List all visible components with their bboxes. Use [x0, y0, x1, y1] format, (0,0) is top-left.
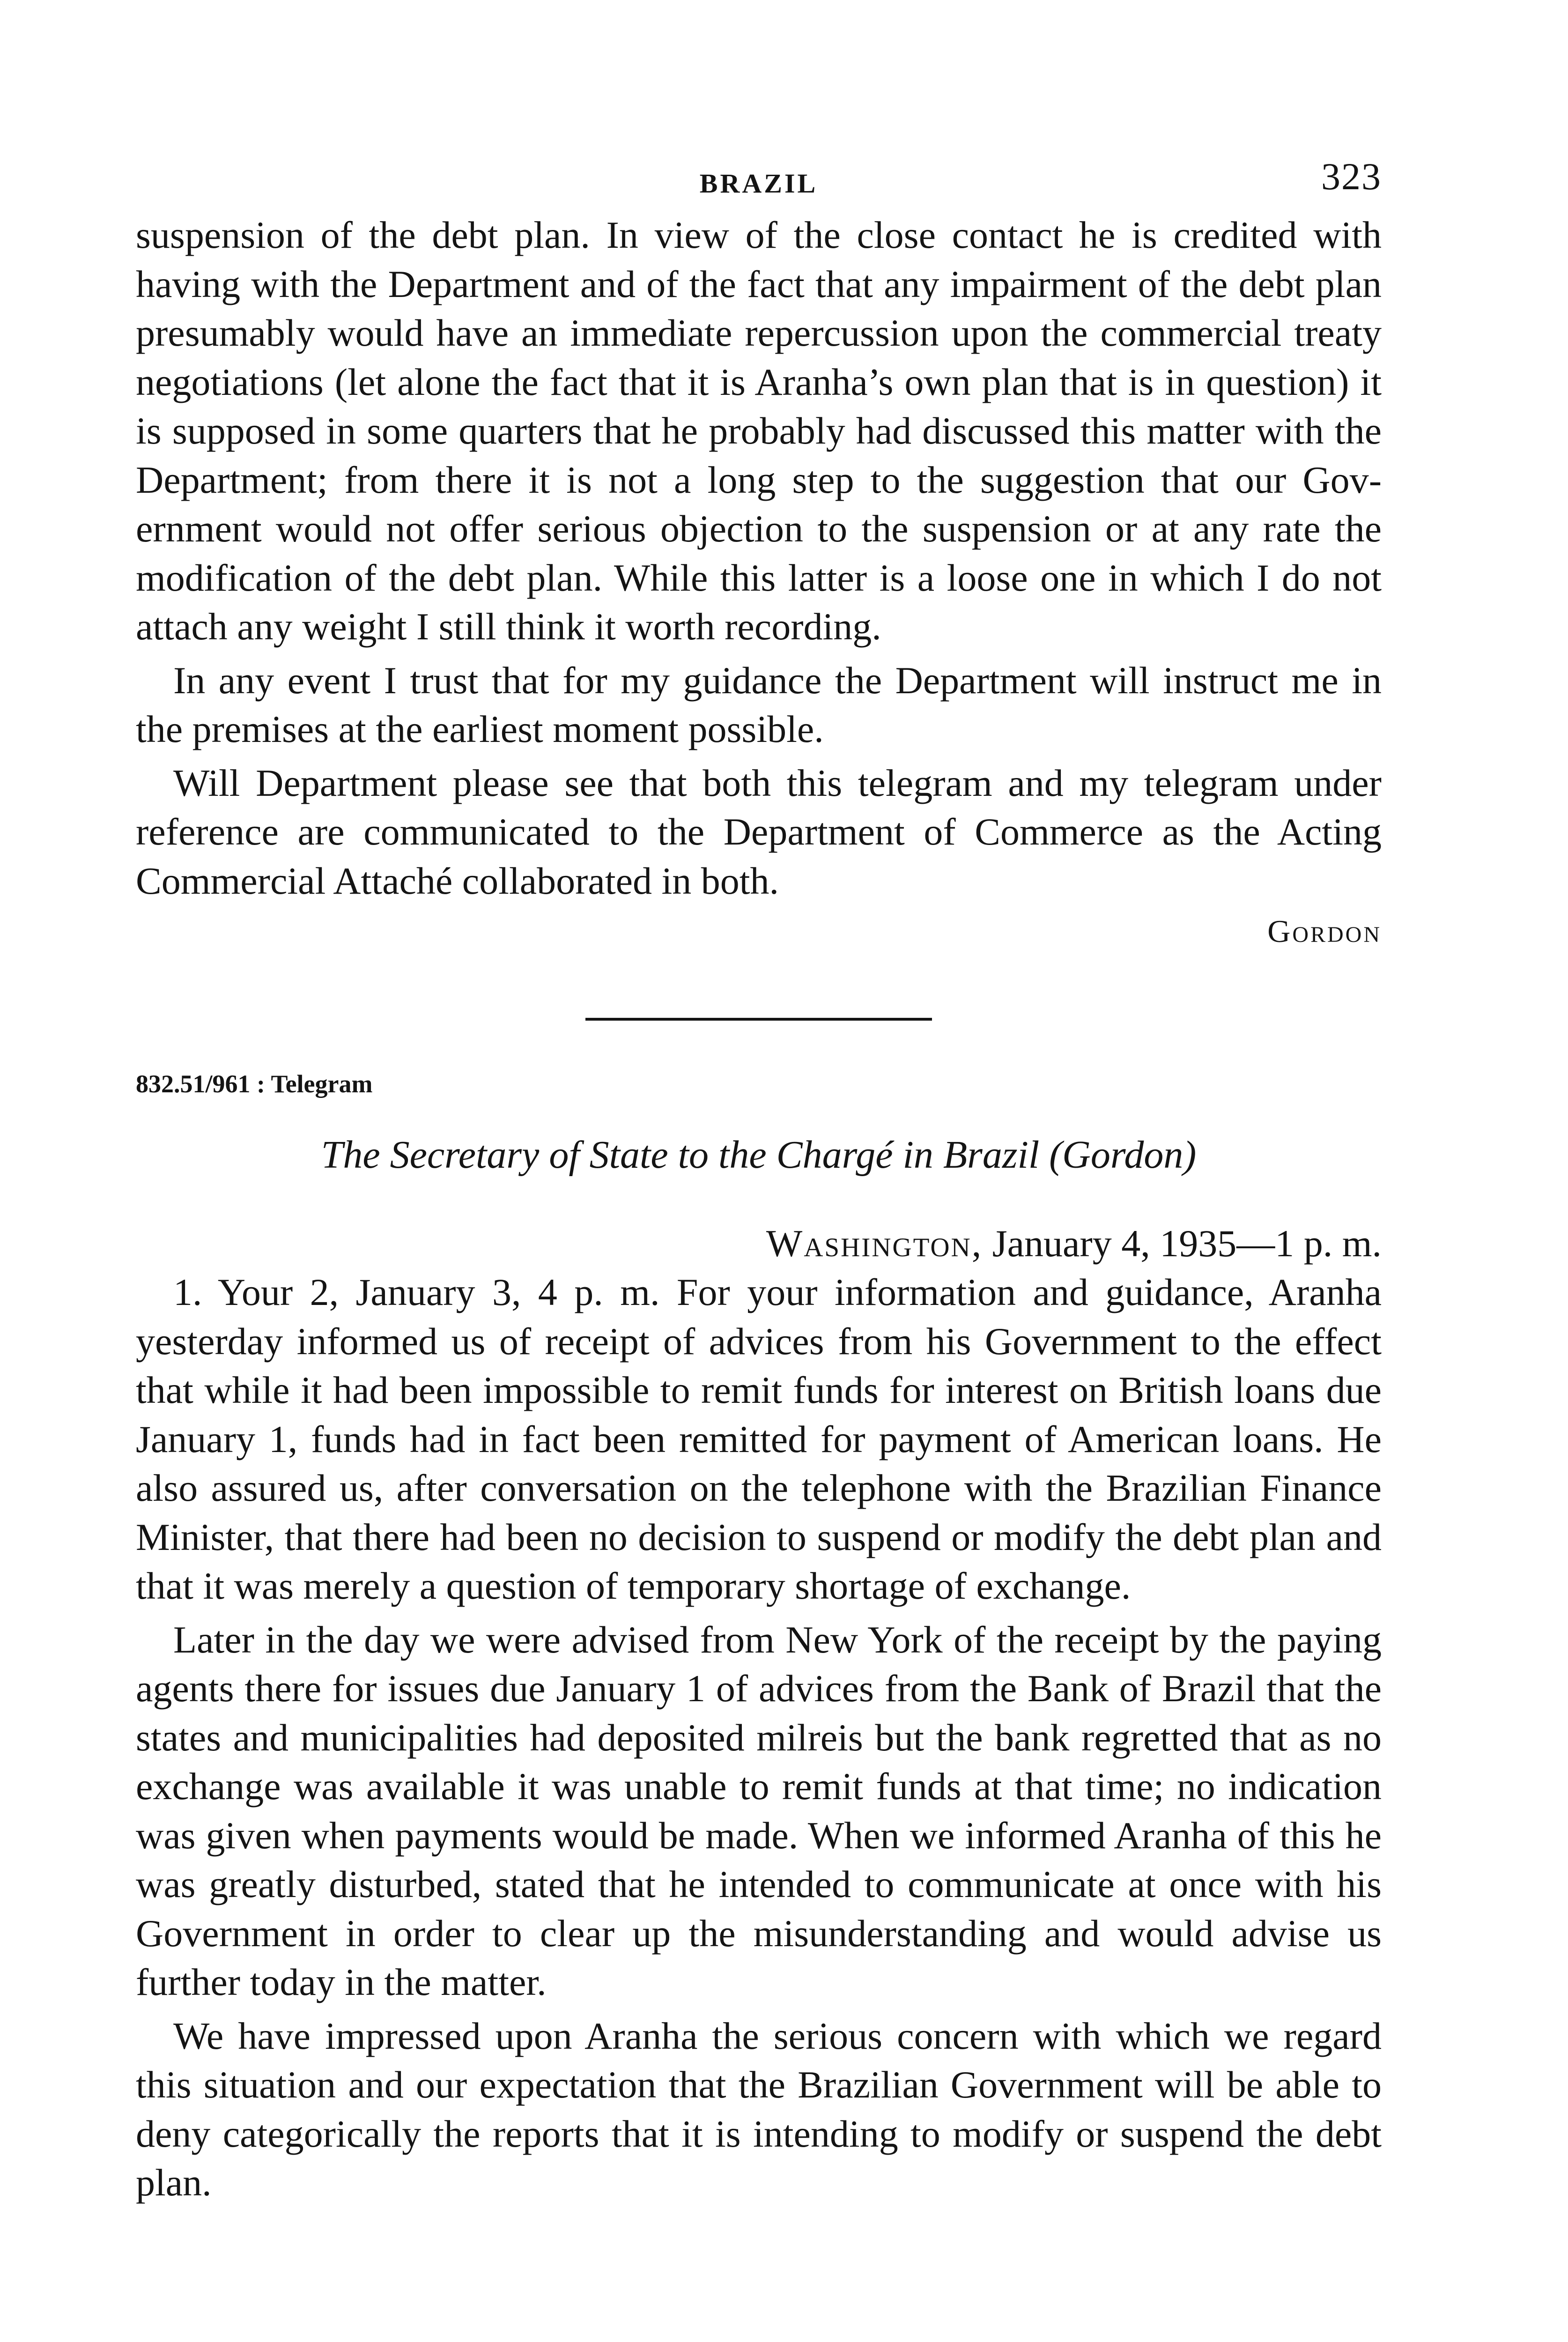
body-paragraph: In any event I trust that for my guidance the Department will instruct me in the premises at the earliest moment possible.: [136, 659, 1382, 750]
running-title: BRAZIL: [699, 168, 818, 199]
dateline: [136, 1219, 1382, 1268]
file-reference: 832.51/961 : Telegram: [136, 1070, 373, 1098]
document-page: [136, 155, 1382, 2208]
dateline-place: Washington,: [766, 1222, 983, 1265]
running-head: [136, 155, 1382, 211]
document-title: The Secretary of State to the Chargé in Brazil (Gordon): [321, 1133, 1197, 1177]
continued-paragraph: suspension of the debt plan. In view of the close contact he is credited with having with the Department and of the fact that any impairment of the debt plan presumably would have an immediate repercussion upon the commercial treaty negotiations (let alone the fact that it is Aranha’s own plan that is in question) it is supposed in some quarters that he probably had discussed this matter with the Department; from there it is not a long step to the suggestion that our Government would not offer serious objection to the suspension or at any rate the modification of the debt plan. While this latter is a loose one in which I do not attach any weight I still think it worth recording.: [136, 214, 1382, 648]
section-divider: [585, 1018, 932, 1021]
page-number: 323: [1321, 155, 1382, 198]
body-paragraph: Will Department please see that both this telegram and my telegram under reference are communicated to the Department of Commerce as the Acting Commercial Attaché collaborated in both.: [136, 761, 1382, 902]
body-paragraph: We have impressed upon Aranha the serious concern with which we regard this situation and our expectation that the Brazilian Government will be able to deny categorically the reports that it is intending to modify or suspend the debt plan.: [136, 2014, 1382, 2204]
signature: Gordon: [1267, 913, 1382, 949]
dateline-date: January 4, 1935—1 p. m.: [983, 1222, 1382, 1265]
body-paragraph: 1. Your 2, January 3, 4 p. m. For your information and guidance, Aranha yesterday informed us of receipt of advices from his Government to the effect that while it had been impossible to remit funds for interest on British loans due January 1, funds had in fact been remitted for payment of American loans. He also assured us, after conversation on the telephone with the Brazilian Finance Minister, that there had been no decision to suspend or modify the debt plan and that it was merely a question of temporary shortage of exchange.: [136, 1271, 1382, 1607]
body-paragraph: Later in the day we were advised from New York of the receipt by the paying agents there for issues due January 1 of advices from the Bank of Brazil that the states and municipalities had deposited milreis but the bank regretted that as no exchange was available it was unable to remit funds at that time; no indication was given when payments would be made. When we informed Aranha of this he was greatly disturbed, stated that he intended to communicate at once with his Government in order to clear up the misunderstanding and would advise us further today in the matter.: [136, 1618, 1382, 2003]
